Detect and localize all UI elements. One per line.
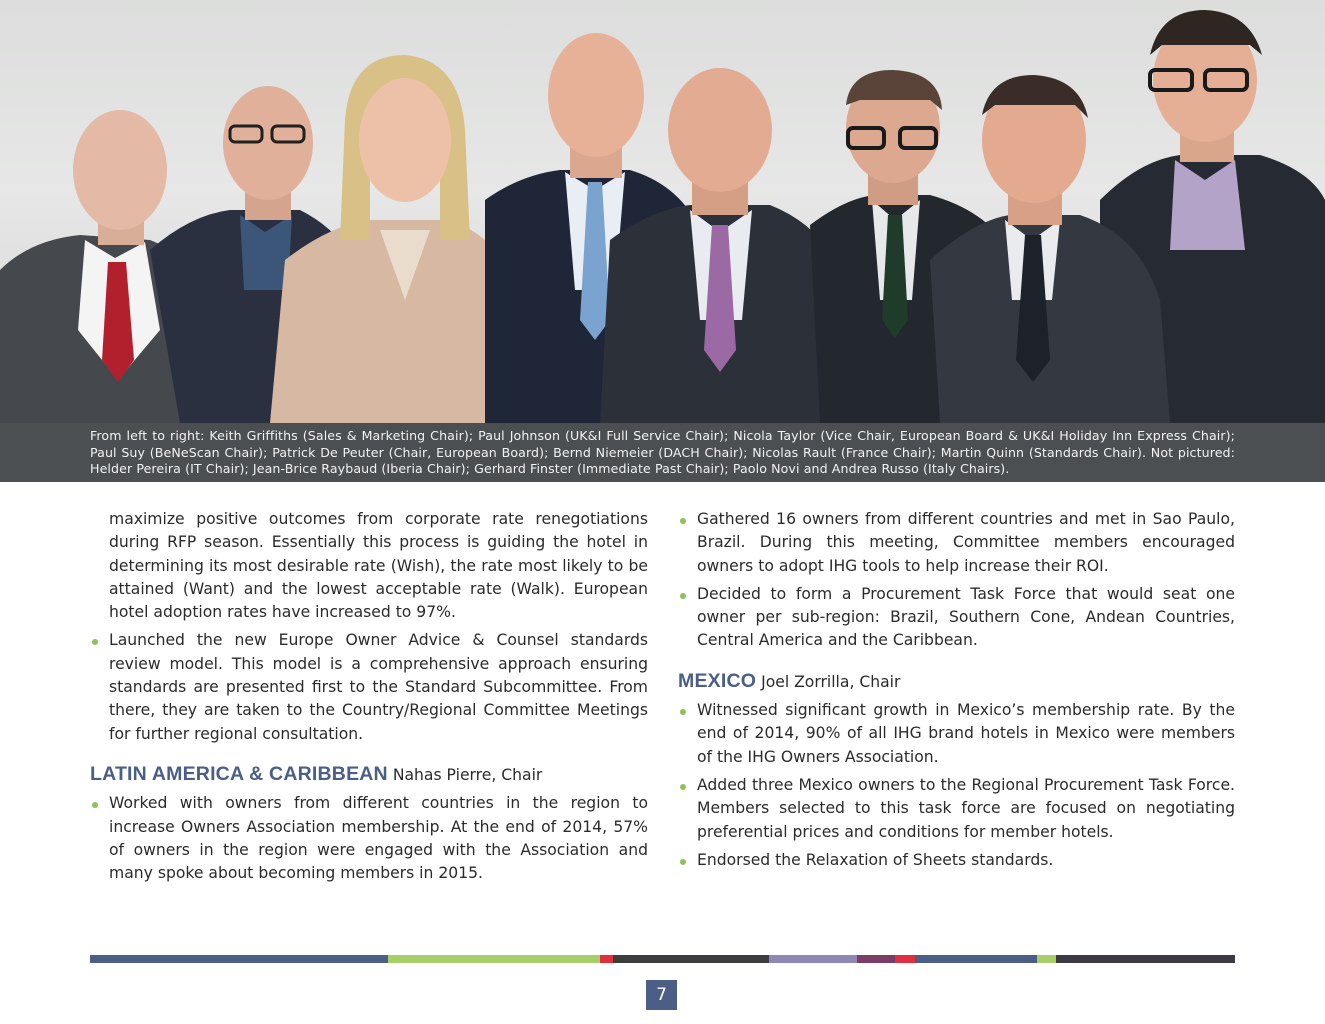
color-bar-segment <box>895 955 915 963</box>
left-column <box>90 508 648 885</box>
section-chair: Joel Zorrilla, Chair <box>761 672 901 691</box>
list-item-text: Added three Mexico owners to the Regional Procurement Task Force. Members selected to this task force are focused on negotiating preferential prices and conditions for member hotels. <box>697 775 1235 841</box>
bullet-icon <box>680 709 686 715</box>
color-bar-segment <box>613 955 769 963</box>
page-number: 7 <box>646 980 677 1010</box>
color-bar-segment <box>915 955 1037 963</box>
section-title: MEXICO <box>678 669 757 692</box>
bullet-icon <box>680 784 686 790</box>
list-item <box>678 774 1235 844</box>
list-item-text: Gathered 16 owners from different countries and met in Sao Paulo, Brazil. During this meeting, Committee members encouraged owners to adopt IHG tools to help increase their ROI. <box>697 510 1235 575</box>
photo-caption-band <box>0 423 1325 482</box>
list-item-text: Witnessed significant growth in Mexico’s membership rate. By the end of 2014, 90% of all IHG brand hotels in Mexico were members of the IHG Owners Association. <box>697 701 1235 766</box>
group-photo-illustration <box>0 0 1325 423</box>
color-bar-segment <box>1056 955 1235 963</box>
list-item <box>678 583 1235 653</box>
list-item-text: Worked with owners from different countries in the region to increase Owners Association membership. At the end of 2014, 57% of owners in the region were engaged with the Association and many spoke about becoming members in 2015. <box>109 794 648 883</box>
list-item <box>678 508 1235 578</box>
list-item-text: Launched the new Europe Owner Advice & Counsel standards review model. This model is a comprehensive approach ensuring standards are presented first to the Standard Subcommittee. From there, they are taken to the Country/Regional Committee Meetings for further regional consultation. <box>109 631 648 743</box>
color-bar-segment <box>769 955 857 963</box>
bullet-icon <box>92 802 98 808</box>
bullet-icon <box>680 593 686 599</box>
color-bar-segment <box>600 955 613 963</box>
section-title: LATIN AMERICA & CARIBBEAN <box>90 762 388 785</box>
color-bar-segment <box>90 955 388 963</box>
bullet-icon <box>92 639 98 645</box>
section-chair: Nahas Pierre, Chair <box>392 765 543 784</box>
right-column <box>678 508 1235 872</box>
group-photo <box>0 0 1325 423</box>
section-heading-latin-america <box>90 763 648 787</box>
list-item <box>678 699 1235 769</box>
bullet-icon <box>680 518 686 524</box>
color-bar-segment <box>857 955 895 963</box>
photo-caption: From left to right: Keith Griffiths (Sales & Marketing Chair); Paul Johnson (UK&I Full Service Chair); Nicola Taylor (Vice Chair, European Board & UK&I Holiday Inn Express Chair); Paul Suy (BeNeScan Chair); Patrick De Peuter (Chair, European Board); Bernd Niemeier (DACH Chair); Nicolas Rault (France Chair); Martin Quinn (Standards Chair). Not pictured: Helder Pereira (IT Chair); Jean-Brice Raybaud (Iberia Chair); Gerhard Finster (Immediate Past Chair); Paolo Novi and Andrea Russo (Italy Chairs). <box>90 428 1235 477</box>
list-item <box>678 849 1235 872</box>
continued-paragraph: maximize positive outcomes from corporate rate renegotiations during RFP season. Essentially this process is guiding the hotel in determining its most desirable rate (Wish), the rate most likely to be attained (Want) and the lowest acceptable rate (Walk). European hotel adoption rates have increased to 97%. <box>109 510 648 622</box>
list-item <box>90 792 648 885</box>
color-bar-segment <box>1037 955 1056 963</box>
list-item-text: Decided to form a Procurement Task Force that would seat one owner per sub-region: Brazil, Southern Cone, Andean Countries, Central America and the Caribbean. <box>697 584 1235 650</box>
bullet-icon <box>680 859 686 865</box>
section-heading-mexico <box>678 670 1235 694</box>
list-item-text: Endorsed the Relaxation of Sheets standards. <box>697 850 1054 869</box>
color-bar-segment <box>388 955 600 963</box>
footer-color-bar <box>90 955 1235 963</box>
list-item <box>90 629 648 745</box>
